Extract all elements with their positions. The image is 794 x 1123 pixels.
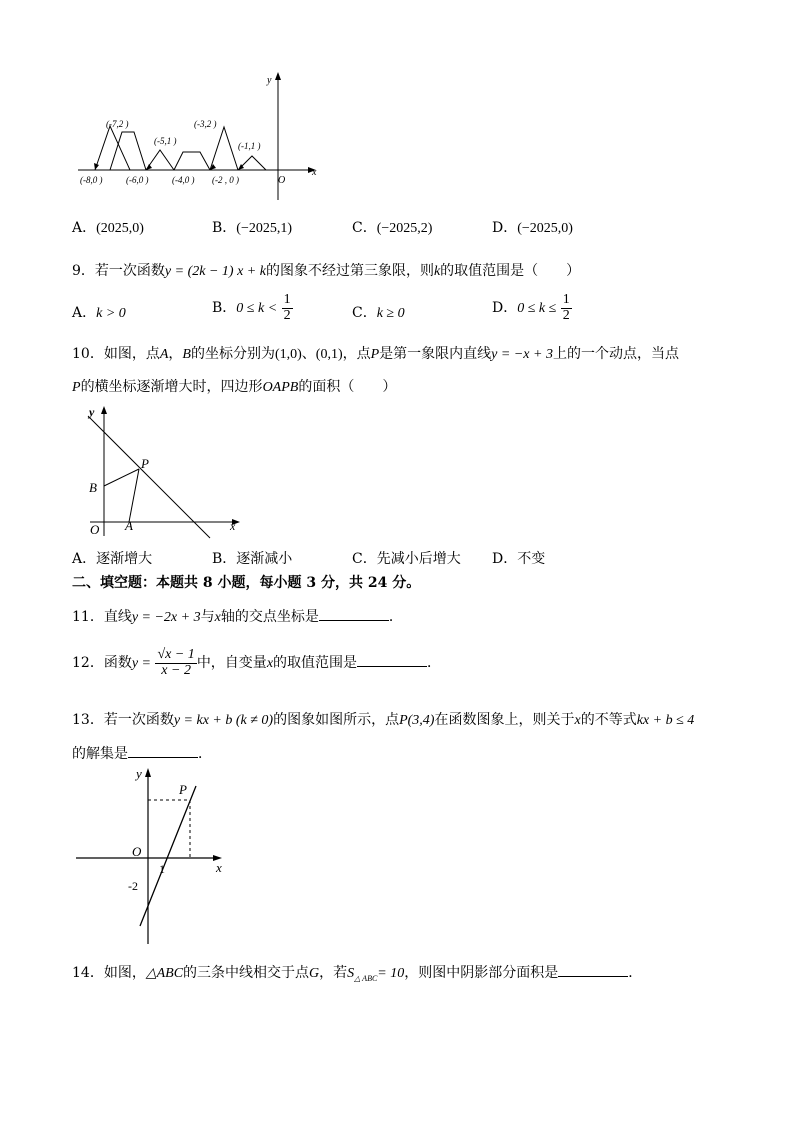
q10-stem-line1: 10．如图，点A，B的坐标分别为(1,0)、(0,1)，点P是第一象限内直线y = −x + 3上的一个动点，当点 [72, 346, 679, 362]
q10-fig-o: O [90, 522, 100, 537]
q10-fig-x: x [230, 519, 236, 533]
q9-b-fraction: $\frac{1}{2}$ [283, 292, 291, 323]
section-2-heading: 二、填空题：本题共 8 小题，每小题 3 分，共 24 分。 [72, 575, 421, 591]
q10-fig-y: y [89, 405, 95, 419]
q14-answer-blank[interactable] [558, 964, 628, 977]
q9-option-c: C．k ≥ 0 [352, 305, 405, 321]
fig8-peak-3: (-3,2 ) [194, 119, 217, 129]
q13-fig-neg2: -2 [128, 879, 138, 893]
fig8-peak-4: (-1,1 ) [238, 141, 261, 151]
fig8-y-label: y [267, 75, 272, 86]
q10-stem-line2: P的横坐标逐渐增大时，四边形OAPB的面积（ ） [72, 379, 397, 395]
q12-fraction: $\frac{√x - 1}{x - 2}$ [157, 647, 195, 678]
q13-fig-y: y [136, 766, 142, 781]
q10-figure [80, 402, 250, 540]
q10-fig-a: A [125, 518, 133, 533]
q13-stem-line1: 13．若一次函数y = kx + b (k ≠ 0)的图象如图所示，点P(3,4)在函数图象上，则关于x的不等式kx + b ≤ 4 [72, 712, 695, 728]
q11-stem: 11．直线y = −2x + 3与x轴的交点坐标是 ． [72, 609, 403, 625]
q10-fig-b: B [89, 480, 97, 495]
q10-fig-p: P [141, 456, 149, 471]
q9-option-b: B．0 ≤ k < $\frac{1}{2}$ [212, 292, 291, 323]
fig8-base-1: (-8,0 ) [80, 175, 103, 185]
q13-stem-line2: 的解集是 ． [72, 746, 212, 762]
fig8-x-label: x [312, 167, 317, 178]
q13-fig-p: P [179, 782, 187, 797]
fig8-origin: O [278, 175, 286, 186]
q10-option-a: A．逐渐增大 [72, 551, 153, 567]
fig8-base-4: (-2 , 0 ) [212, 175, 239, 185]
q8-option-b: B．(−2025,1) [212, 220, 293, 236]
q9-d-fraction: $\frac{1}{2}$ [562, 292, 570, 323]
zigzag-figure [70, 70, 330, 205]
fig8-base-2: (-6,0 ) [126, 175, 149, 185]
q9-stem: 9．若一次函数y = (2k − 1) x + k的图象不经过第三象限，则k的取值范围是（ ） [72, 263, 581, 279]
q10-option-d: D．不变 [492, 551, 546, 567]
q8-option-d: D．(−2025,0) [492, 220, 573, 236]
q10-option-b: B．逐渐减小 [212, 551, 293, 567]
q8-option-a: A．(2025,0) [72, 220, 144, 236]
q13-answer-blank[interactable] [128, 745, 198, 758]
q11-answer-blank[interactable] [319, 608, 389, 621]
q8-option-c: C．(−2025,2) [352, 220, 433, 236]
fig8-peak-1: (-7,2 ) [106, 119, 129, 129]
fig8-base-3: (-4,0 ) [172, 175, 195, 185]
q9-option-a: A．k > 0 [72, 305, 126, 321]
q13-fig-one: 1 [159, 862, 165, 876]
q13-fig-x: x [216, 860, 222, 875]
q12-answer-blank[interactable] [357, 654, 427, 667]
q13-fig-o: O [132, 844, 142, 859]
q14-stem: 14．如图，△ABC的三条中线相交于点G，若$S_{\triangle ABC}= 10$，则图中阴影部分面积是 ． [72, 965, 643, 983]
q10-option-c: C．先减小后增大 [352, 551, 461, 567]
q13-figure [72, 764, 232, 949]
fig8-peak-2: (-5,1 ) [154, 136, 177, 146]
q9-option-d: D．0 ≤ k ≤ $\frac{1}{2}$ [492, 292, 570, 323]
q12-stem: 12．函数y = $\frac{√x - 1}{x - 2}$ 中，自变量x的取值范围是 ． [72, 647, 442, 678]
